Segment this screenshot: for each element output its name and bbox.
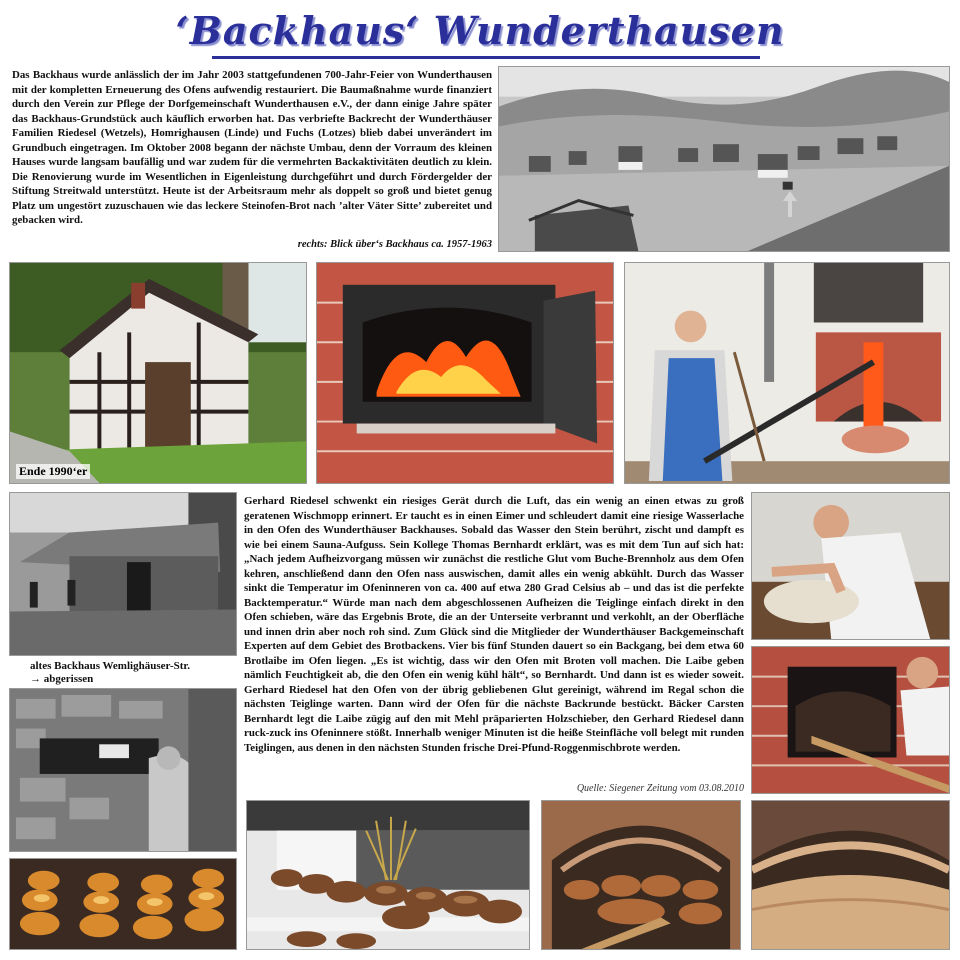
intro-text: Das Backhaus wurde anlässlich der im Jahr 2003 stattgefundenen 700-Jahr-Feier von Wunderthausen mit der kompletten Erneuerung des Ofens aufwendig restauriert. Die Baumaßnahme wurde finanziert durch den Verein zur Pflege der Dorfgemeinschaft Wunderthausen e.V., der dann einige Jahre später das Backhaus-Grundstück auch käuflich erworben hat. Das verbriefte Backrecht der Wunderthäuser Familien Riedesel (Wetzels), Homrighausen (Linde) und Fuchs (Lotzes) blieb dabei unverändert im Grundbuch eingetragen. Im Oktober 2008 begann der nächste Umbau, denn der Vorraum des kleinen Hauses wurde langsam baufällig und war zudem für die vermehrten Backaktivitäten deutlich zu klein. Die Renovierung wurde im Wesentlichen in Eigenleistung durchgeführt und durch Fördergelder der Stiftung Streitwald unterstützt. Heute ist der Arbeitsraum mehr als doppelt so groß und bietet genug Platz um ungestört zuzuschauen wie das leckere Steinofen-Brot nach ’alter Väter Sitte’ zubereitet und gebacken wird. bbox=[12, 69, 492, 226]
oven-fire-photo bbox=[316, 262, 614, 484]
photo-label-1990: Ende 1990‘er bbox=[16, 464, 90, 479]
empty-oven-interior-photo bbox=[751, 800, 950, 950]
source-citation: Quelle: Siegener Zeitung vom 03.08.2010 bbox=[576, 783, 744, 794]
old-backhaus-photo bbox=[9, 492, 237, 656]
caption-old-house-line1: altes Backhaus Wemlighäuser-Str. bbox=[30, 660, 191, 672]
intro-caption: rechts: Blick über‘s Backhaus ca. 1957-1963 bbox=[297, 239, 492, 250]
caption-old-house-line2: → abgerissen bbox=[30, 673, 94, 685]
article-text: Gerhard Riedesel schwenkt ein riesiges Gerät durch die Luft, das ein wenig an einen etwas zu groß geratenen Wischmopp erinnert. Er taucht es in einen Eimer und schleudert damit eine riesige Wasserlache in den Ofen des Wunderthäuser Backhauses. Sobald das Wasser den Stein berührt, zischt und dampft es wie bei einem Sauna-Aufguss. Sein Kollege Thomas Bernhardt erklärt, was es mit dem Tun auf sich hat: „Nach jedem Aufheizvorgang müssen wir zunächst die restliche Glut vom Buche-Brennholz aus dem Ofen kehren, anschließend dann den Ofen nass auswischen, damit alles ein wenig abkühlt. Durch das Wasser sinkt die Temperatur im Ofeninneren von ca. 400 auf etwa 280 Grad Celsius ab – und das ist die perfekte Backtemperatur.“ Würde man nach dem abgeschlossenen Aufheizen die Teiglinge einfach direkt in den Ofen schieben, wäre das Ergebnis Brote, die an der Unterseite verbrannt und verkohlt, an der Oberfläche und innen drin aber noch roh sind. Zum Glück sind die Mitglieder der Wunderthäuser Backgemeinschaft Experten auf dem Gebiet des Brotbackens. Vier bis fünf Stunden dauert so ein Backgang, bei dem etwa 60 Brotlaibe im Ofen liegen. „Es ist wichtig, dass wir den Ofen mit Broten voll machen. Die Laibe geben nämlich Feuchtigkeit ab, die den Ofen ein wenig kühl hält“, so Bernhardt. Und dann ist es wieder soweit. Gerhard Riedesel hat den Ofen von der übrig gebliebenen Glut gereinigt, während im Regal schon die nächsten Teiglinge warten. Dann wird der Ofen für die nächste Backrunde bestückt. Bäcker Carsten Bernhardt legt die Laibe zügig auf den mit Mehl präparierten Holzschieber, den Gerhard Riedesel dann ruck-zuck ins Ofeninnere stößt. Innerhalb weniger Minuten ist die heiße Steinfläche voll belegt mit runden Teiglingen, aus denen in den nächsten Stunden frische Drei-Pfund-Roggenmischbrote werden. bbox=[244, 495, 744, 754]
bread-in-oven-photo bbox=[541, 800, 741, 950]
loading-oven-photo bbox=[751, 646, 950, 794]
braided-rolls-photo bbox=[9, 858, 237, 950]
yellow-arrow-icon bbox=[783, 191, 797, 217]
historic-village-photo bbox=[498, 66, 950, 252]
timber-house-photo bbox=[9, 262, 307, 484]
page-title: ‘Backhaus‘ Wunderthausen bbox=[175, 8, 785, 53]
baker-with-rake-photo bbox=[624, 262, 950, 484]
kneading-dough-photo bbox=[751, 492, 950, 640]
baker-at-old-oven-photo bbox=[9, 688, 237, 852]
bread-shelf-photo bbox=[246, 800, 530, 950]
title-underline bbox=[212, 56, 760, 59]
